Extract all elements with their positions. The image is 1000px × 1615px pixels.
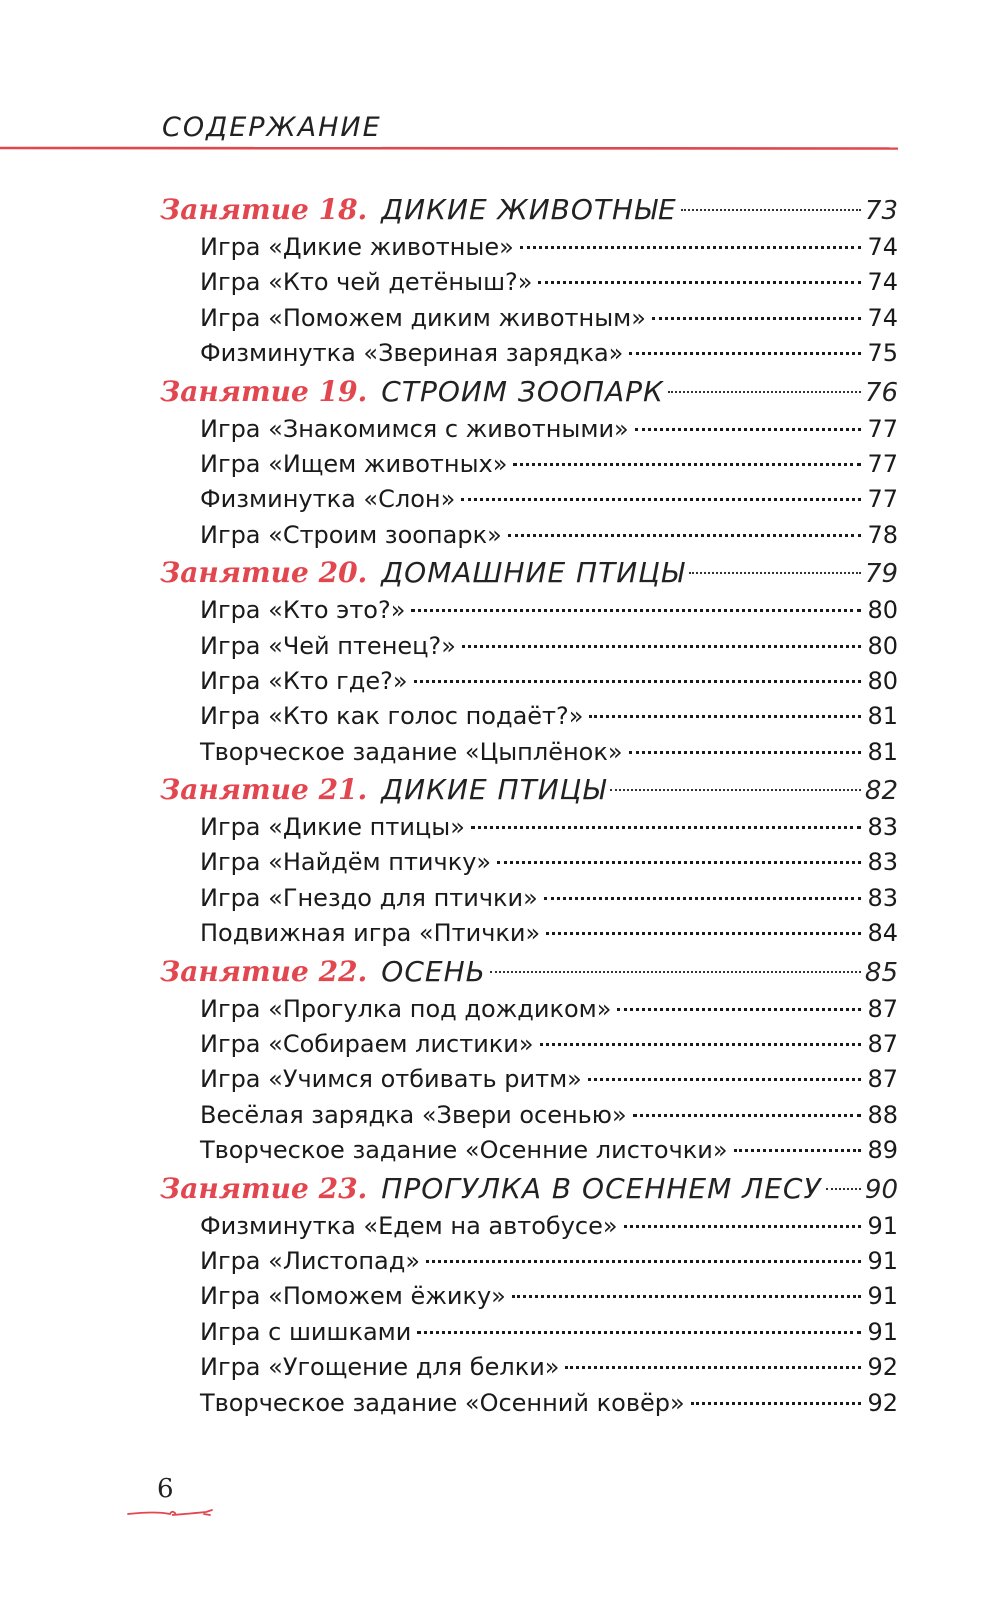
dot-leader [497,861,861,864]
toc-entry-page-number: 77 [867,414,898,443]
toc-entry-page-number: 91 [867,1317,898,1346]
dot-leader [520,246,862,249]
toc-entry-page-number: 88 [867,1100,898,1129]
toc-entry-page-number: 83 [867,813,898,842]
toc-entry-title: Игра «Найдём птичку» [200,848,492,877]
dot-leader [589,715,861,718]
lesson-block [160,952,898,1169]
toc-entry [160,1244,898,1279]
toc-entry [160,482,898,517]
dot-leader [734,1149,862,1152]
dot-leader [512,1295,862,1298]
dot-leader [461,498,861,501]
table-of-contents [160,190,898,1421]
toc-entry [160,992,898,1027]
lesson-page-number: 79 [864,559,898,590]
toc-entry [160,916,898,951]
dot-leader [629,352,861,355]
dot-leader [426,1260,861,1263]
toc-entry [160,881,898,916]
toc-entry [160,1279,898,1314]
dot-leader [513,463,861,466]
toc-entry-title: Физминутка «Звериная зарядка» [200,339,624,368]
dot-leader [691,1402,862,1405]
header-rule [0,146,898,150]
toc-entry [160,336,898,371]
toc-entry [160,1209,898,1244]
toc-entry [160,518,898,553]
toc-entry-title: Игра «Поможем ёжику» [200,1282,506,1311]
lesson-heading [160,190,898,230]
lesson-block [160,770,898,952]
lesson-page-number: 82 [864,776,898,807]
toc-entry [160,1350,898,1385]
toc-entry-page-number: 87 [867,994,898,1023]
lesson-page-number: 90 [864,1174,898,1205]
dot-leader [635,428,862,431]
dot-leader [490,971,861,973]
toc-entry-page-number: 74 [867,303,898,332]
toc-entry [160,301,898,336]
toc-entry-page-number: 83 [867,848,898,877]
toc-entry-page-number: 91 [867,1282,898,1311]
lesson-label: Занятие 18. [160,193,368,226]
dot-leader [624,1225,862,1228]
toc-entry-title: Весёлая зарядка «Звери осенью» [200,1100,627,1129]
page-number: 6 [157,1474,174,1504]
toc-entry-page-number: 89 [867,1136,898,1165]
toc-entry-page-number: 87 [867,1065,898,1094]
dot-leader [629,751,862,754]
toc-entry-page-number: 80 [867,631,898,660]
lesson-heading [160,1169,898,1209]
lesson-heading [160,372,898,412]
lesson-heading [160,952,898,992]
toc-entry-page-number: 91 [867,1246,898,1275]
toc-entry-page-number: 83 [867,883,898,912]
toc-entry [160,735,898,770]
toc-entry [160,1315,898,1350]
toc-entry-title: Игра «Угощение для белки» [200,1353,560,1382]
toc-entry-title: Игра «Поможем диким животным» [200,303,646,332]
dot-leader [417,1331,861,1334]
page-number-flourish [126,1506,216,1520]
toc-entry-page-number: 75 [867,339,898,368]
toc-entry-page-number: 77 [867,485,898,514]
toc-entry-title: Игра «Кто как голос подаёт?» [200,702,584,731]
toc-entry [160,447,898,482]
lesson-heading [160,553,898,593]
toc-entry-title: Игра «Строим зоопарк» [200,520,502,549]
toc-entry-title: Игра «Кто где?» [200,666,408,695]
toc-entry-title: Игра «Дикие птицы» [200,813,465,842]
lesson-page-number: 85 [864,957,898,988]
dot-leader [668,391,861,393]
lesson-block [160,1169,898,1421]
toc-entry-title: Игра «Прогулка под дождиком» [200,994,612,1023]
lesson-block [160,372,898,554]
dot-leader [538,281,861,284]
dot-leader [544,897,862,900]
lesson-block [160,553,898,770]
lesson-title: ПРОГУЛКА В ОСЕННЕМ ЛЕСУ [381,1171,822,1205]
toc-entry-page-number: 77 [867,449,898,478]
toc-entry-page-number: 74 [867,268,898,297]
toc-entry [160,230,898,265]
toc-entry-page-number: 84 [867,919,898,948]
dot-leader [610,789,861,791]
toc-entry-title: Игра «Учимся отбивать ритм» [200,1065,582,1094]
dot-leader [508,534,862,537]
toc-entry-page-number: 81 [867,737,898,766]
lesson-title: СТРОИМ ЗООПАРК [381,374,664,408]
toc-entry [160,699,898,734]
toc-entry-title: Игра «Кто это?» [200,596,406,625]
toc-entry-page-number: 92 [867,1388,898,1417]
toc-entry-title: Физминутка «Едем на автобусе» [200,1211,618,1240]
lesson-label: Занятие 21. [160,773,368,807]
lesson-page-number: 76 [864,377,898,408]
toc-entry-title: Творческое задание «Осенний ковёр» [200,1388,685,1417]
toc-entry [160,664,898,699]
dot-leader [462,645,862,648]
dot-leader [633,1114,862,1117]
toc-entry-page-number: 80 [867,666,898,695]
lesson-label: Занятие 19. [160,374,368,408]
toc-entry [160,265,898,300]
toc-entry-title: Игра «Чей птенец?» [200,631,456,660]
dot-leader [617,1008,861,1011]
toc-entry [160,845,898,880]
dot-leader [652,317,862,320]
toc-entry-title: Творческое задание «Осенние листочки» [200,1136,728,1165]
toc-entry-title: Игра «Гнездо для птички» [200,883,538,912]
toc-entry-title: Игра «Ищем животных» [200,449,508,478]
lesson-label: Занятие 22. [160,954,368,988]
toc-entry-title: Игра «Дикие животные» [200,233,514,261]
toc-entry-title: Подвижная игра «Птички» [200,919,541,948]
lesson-label: Занятие 23. [160,1171,368,1205]
dot-leader [471,826,862,829]
lesson-label: Занятие 20. [160,556,368,590]
toc-entry [160,1062,898,1097]
lesson-page-number: 73 [864,196,898,226]
toc-entry-title: Игра «Собираем листики» [200,1030,534,1059]
toc-entry [160,593,898,628]
dot-leader [681,209,861,211]
dot-leader [826,1188,861,1190]
toc-entry-page-number: 81 [867,702,898,731]
lesson-block [160,190,898,372]
toc-entry-title: Игра «Листопад» [200,1246,420,1275]
toc-entry-page-number: 87 [867,1030,898,1059]
toc-entry-page-number: 78 [867,520,898,549]
toc-entry-page-number: 80 [867,596,898,625]
toc-entry-title: Игра с шишками [200,1317,412,1346]
toc-entry [160,1098,898,1133]
toc-entry [160,1133,898,1168]
lesson-heading [160,770,898,810]
toc-entry-page-number: 91 [867,1211,898,1240]
toc-entry-title: Творческое задание «Цыплёнок» [200,737,623,766]
dot-leader [546,932,861,935]
toc-entry-title: Игра «Знакомимся с животными» [200,414,629,443]
toc-entry-title: Игра «Кто чей детёныш?» [200,268,533,297]
lesson-title: ДОМАШНИЕ ПТИЦЫ [381,556,685,590]
toc-entry [160,629,898,664]
dot-leader [411,609,861,612]
toc-entry [160,412,898,447]
dot-leader [414,680,862,683]
dot-leader [540,1043,862,1046]
toc-entry [160,1386,898,1421]
dot-leader [588,1078,862,1081]
lesson-title: ДИКИЕ ПТИЦЫ [381,773,607,807]
lesson-title: ОСЕНЬ [381,954,486,988]
toc-entry [160,1027,898,1062]
toc-entry [160,810,898,845]
toc-entry-page-number: 74 [867,233,898,261]
page-title: СОДЕРЖАНИЕ [162,112,382,143]
toc-entry-title: Физминутка «Слон» [200,485,456,514]
dot-leader [689,572,861,574]
dot-leader [565,1366,861,1369]
toc-entry-page-number: 92 [867,1353,898,1382]
lesson-title: ДИКИЕ ЖИВОТНЫЕ [381,193,677,226]
